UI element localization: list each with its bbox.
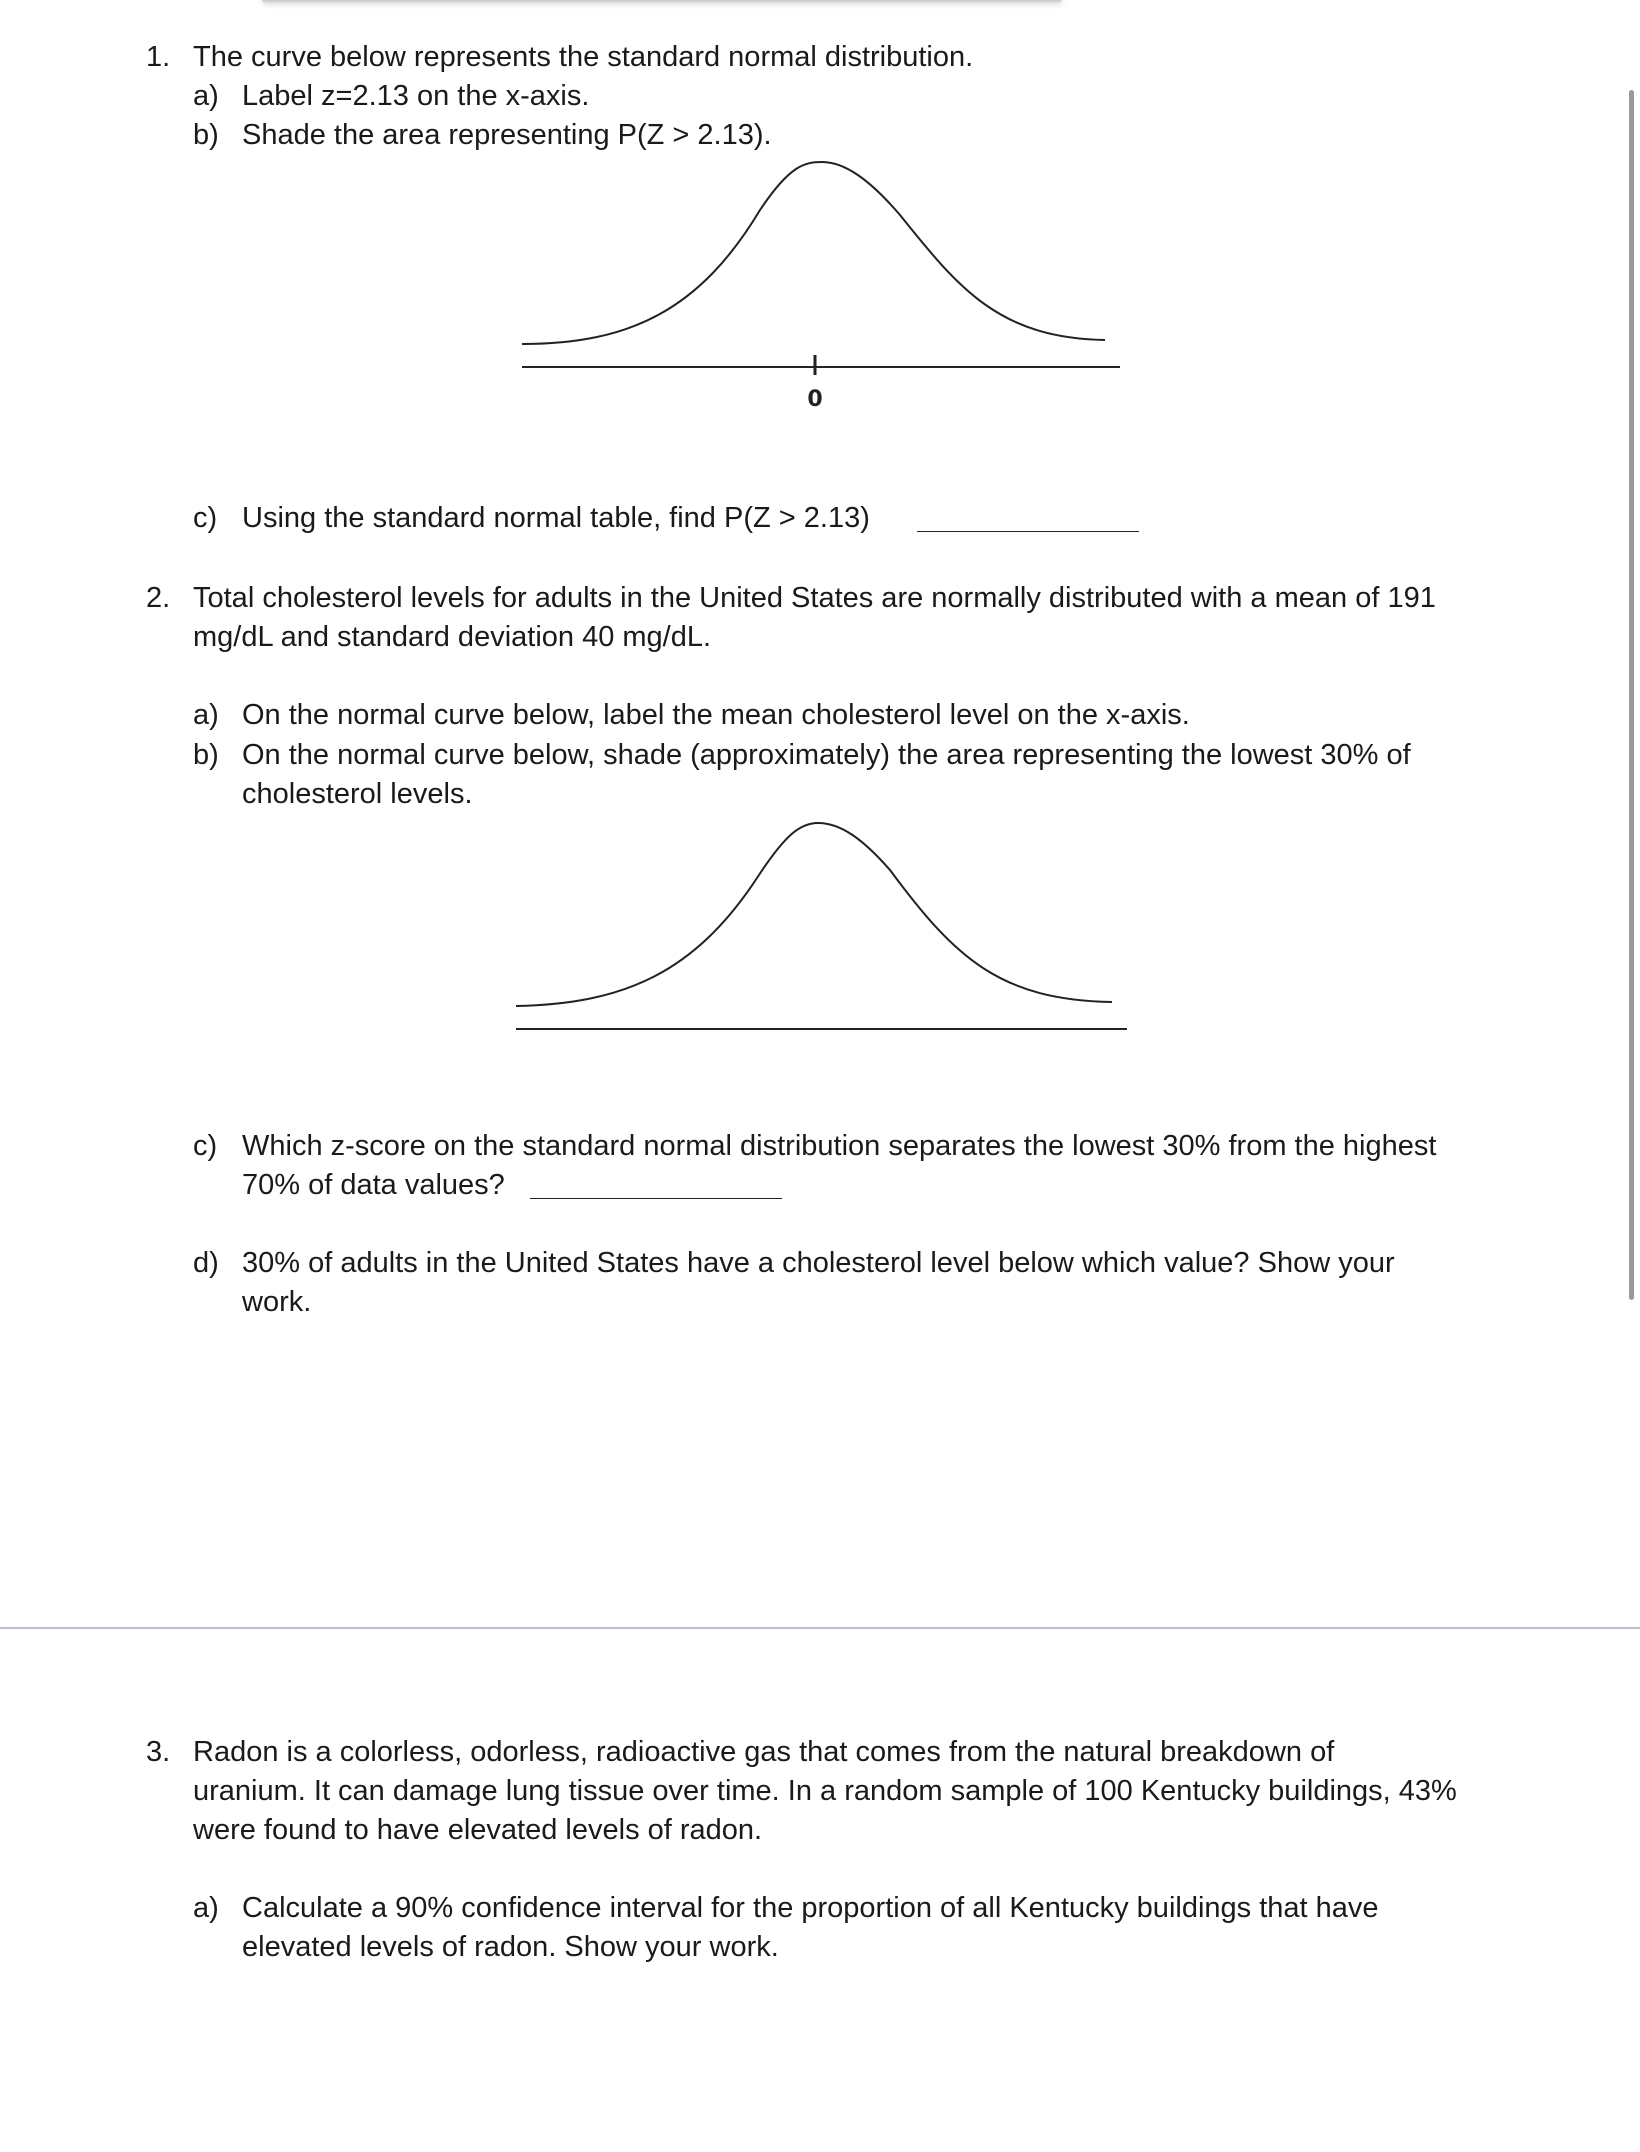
q1a-label: a) [193,80,219,112]
q2c-text-line2: 70% of data values? [242,1169,505,1201]
q2b-text-line2: cholesterol levels. [242,778,473,810]
page-divider [0,1627,1640,1629]
q3-number: 3. [146,1736,171,1768]
q1b-text: Shade the area representing P(Z > 2.13). [242,119,772,151]
q1c-label: c) [193,502,218,534]
q1-tick-label: 0 [807,387,823,412]
q3a-text-line1: Calculate a 90% confidence interval for the proportion of all Kentucky buildings that have [242,1892,1379,1924]
q3a-text-line2: elevated levels of radon. Show your work. [242,1931,779,1963]
q1c-text: Using the standard normal table, find P(Z > 2.13) [242,502,870,534]
q2d-label: d) [193,1247,219,1279]
q3-prompt-line2: uranium. It can damage lung tissue over time. In a random sample of 100 Kentucky buildings, 43% [193,1775,1457,1807]
q2-prompt-line2: mg/dL and standard deviation 40 mg/dL. [193,621,712,653]
q2-bell-curve [516,823,1112,1006]
q2b-text-line1: On the normal curve below, shade (approximately) the area representing the lowest 30% of [242,739,1411,771]
q1b-label: b) [193,119,219,151]
q3a-label: a) [193,1892,219,1924]
q2d-text-line2: work. [242,1286,312,1318]
q2a-label: a) [193,699,219,731]
q2c-answer-blank[interactable] [530,1198,782,1199]
q1-number: 1. [146,41,171,73]
q2-number: 2. [146,582,171,614]
q1-prompt: The curve below represents the standard normal distribution. [193,41,974,73]
q2d-text-line1: 30% of adults in the United States have a cholesterol level below which value? Show your [242,1247,1395,1279]
q2c-text-line1: Which z-score on the standard normal distribution separates the lowest 30% from the highest [242,1130,1437,1162]
q2b-label: b) [193,739,219,771]
q3-prompt-line3: were found to have elevated levels of radon. [193,1814,763,1846]
q3-prompt-line1: Radon is a colorless, odorless, radioactive gas that comes from the natural breakdown of [193,1736,1335,1768]
q2-prompt-line1: Total cholesterol levels for adults in the United States are normally distributed with a mean of 191 [193,582,1436,614]
q2c-label: c) [193,1130,218,1162]
q2a-text: On the normal curve below, label the mean cholesterol level on the x-axis. [242,699,1190,731]
q1a-text: Label z=2.13 on the x-axis. [242,80,590,112]
